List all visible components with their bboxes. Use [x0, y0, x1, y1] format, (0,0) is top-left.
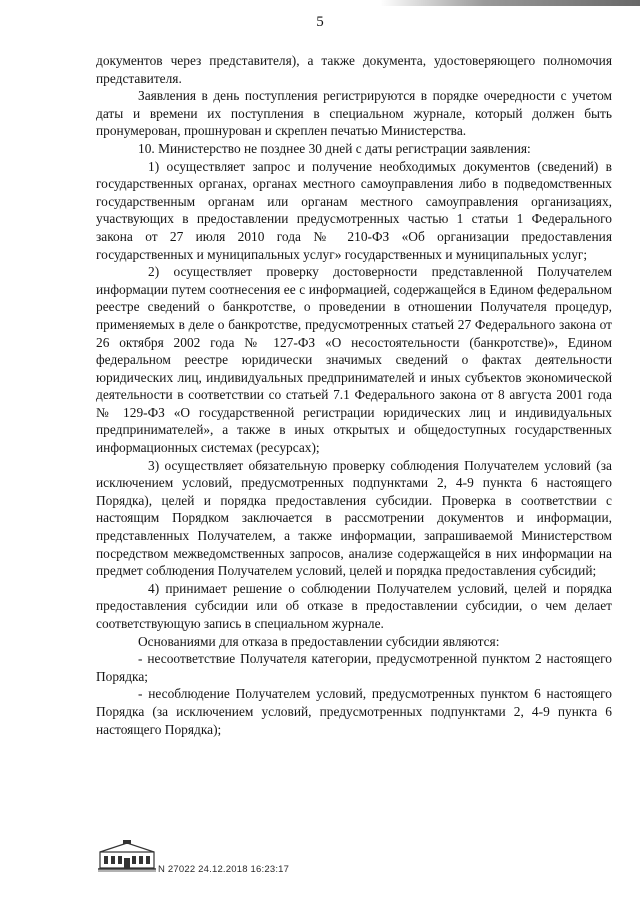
- paragraph-subitem-2: 2) осуществляет проверку достоверности представленной Получателем информации путем соотнесения ее с информацией, содержащейся в Едином федеральном реестре сведений о банкротстве, о проведении в отношении Получателя процедур, применяемых в деле о банкротстве, предусмотренных статьей 27 Федерального закона от 26 октября 2002 года № 127-ФЗ «О несостоятельности (банкротстве)», Едином федеральном реестре юридически значимых сведений о фактах деятельности юридических лиц, индивидуальных предпринимателей и иных субъектов экономической деятельности в соответствии со статьей 7.1 Федерального закона от 8 августа 2001 года № 129-ФЗ «О государственной регистрации юридических лиц и индивидуальных предпринимателей», а также в иных открытых и общедоступных государственных информационных системах (ресурсах);: [96, 264, 612, 456]
- paragraph-subitem-4: 4) принимает решение о соблюдении Получателем условий, целей и порядка предоставления субсидии или об отказе в предоставлении субсидии, о чем делает соответствующую запись в специальном журнале.: [96, 580, 612, 631]
- paragraph-item-10: 10. Министерство не позднее 30 дней с даты регистрации заявления:: [138, 140, 531, 156]
- registration-footer: [96, 840, 316, 880]
- paragraph-continuation: документов через представителя), а также документа, удостоверяющего полномочия представителя.: [96, 53, 612, 86]
- building-logo-icon: [96, 840, 158, 872]
- paragraph-subitem-3: 3) осуществляет обязательную проверку соблюдения Получателем условий (за исключением условий, предусмотренных подпунктами 2, 4-9 пункта 6 настоящего Порядка), целей и порядка предоставления субсидии. Проверка в соответствии с настоящим Порядком заключается в рассмотрении документов и информации, представленных Получателем, а также информации, запрашиваемой Министерством посредством межведомственных запросов, анализе содержащейся в них информации на предмет соблюдения Получателем условий, целей и порядка предоставления субсидий;: [96, 457, 612, 579]
- registration-stamp: N 27022 24.12.2018 16:23:17: [158, 864, 290, 875]
- paragraph-refusal-grounds: Основаниями для отказа в предоставлении субсидии являются:: [138, 633, 500, 649]
- paragraph-subitem-1: 1) осуществляет запрос и получение необходимых документов (сведений) в государственных органах, органах местного самоуправления либо в подведомственных государственным органам или органам местного самоуправления организациях, участвующих в предоставлении предусмотренных частью 1 статьи 1 Федерального закона от 27 июля 2010 года № 210-ФЗ «Об организации предоставления государственных и муниципальных услуг» государственных и муниципальных услуг;: [96, 158, 612, 262]
- document-body: [96, 52, 612, 738]
- paragraph-refusal-1: - несоответствие Получателя категории, предусмотренной пунктом 2 настоящего Порядка;: [96, 651, 612, 684]
- paragraph-refusal-2: - несоблюдение Получателем условий, предусмотренных пунктом 6 настоящего Порядка (за исключением условий, предусмотренных подпунктами 2, 4-9 пункта 6 настоящего Порядка);: [96, 686, 612, 737]
- paragraph-registration: Заявления в день поступления регистрируются в порядке очередности с учетом даты и времени их поступления в специальном журнале, который должен быть пронумерован, прошнурован и скреплен печатью Министерства.: [96, 88, 612, 139]
- page-number: 5: [316, 14, 324, 30]
- scan-edge-shadow: [380, 0, 640, 6]
